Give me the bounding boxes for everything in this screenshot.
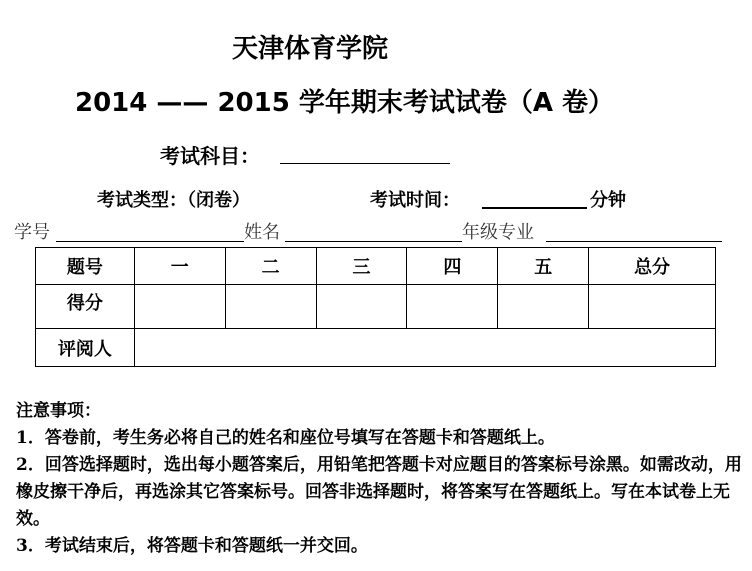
- subject-blank[interactable]: [280, 163, 450, 164]
- header-question-number: 题号: [36, 248, 135, 285]
- student-name-label: 姓名: [244, 222, 280, 243]
- notes-title: 注意事项：: [16, 401, 101, 421]
- student-id-blank[interactable]: [56, 241, 244, 242]
- header-part-4: 四: [407, 248, 498, 285]
- header-part-3: 三: [316, 248, 407, 285]
- notes-section: [16, 398, 744, 560]
- note-item-2: 2．回答选择题时，选出每小题答案后，用铅笔把答题卡对应题目的答案标号涂黑。如需改动，用橡皮擦干净后，再选涂其它答案标号。回答非选择题时，将答案写在答题纸上。写在本试卷上无效。: [16, 455, 742, 529]
- exam-title: 2014 —— 2015 学年期末考试试卷（A 卷）: [75, 88, 615, 118]
- exam-time-label: 考试时间：: [370, 190, 460, 211]
- score-cell-4[interactable]: [407, 285, 498, 329]
- score-table-header-row: [36, 248, 716, 285]
- student-name-blank[interactable]: [285, 241, 462, 242]
- grade-major-label: 年级专业: [462, 222, 534, 243]
- score-row-label: 得分: [36, 285, 135, 329]
- school-name: 天津体育学院: [232, 34, 389, 64]
- student-id-label: 学号: [14, 222, 50, 243]
- reviewer-row: [36, 329, 716, 367]
- exam-type-label: 考试类型：（闭卷）: [97, 190, 250, 211]
- header-part-2: 二: [225, 248, 316, 285]
- header-part-1: 一: [134, 248, 225, 285]
- score-table: [35, 247, 716, 367]
- reviewer-cell[interactable]: [134, 329, 715, 367]
- score-cell-1[interactable]: [134, 285, 225, 329]
- header-part-5: 五: [498, 248, 589, 285]
- exam-time-unit: 分钟: [590, 190, 626, 211]
- header-total: 总分: [589, 248, 716, 285]
- reviewer-row-label: 评阅人: [36, 329, 135, 367]
- score-cell-3[interactable]: [316, 285, 407, 329]
- score-cell-5[interactable]: [498, 285, 589, 329]
- exam-time-blank[interactable]: [482, 207, 587, 209]
- score-cell-2[interactable]: [225, 285, 316, 329]
- score-row: [36, 285, 716, 329]
- note-item-1: 1．答卷前，考生务必将自己的姓名和座位号填写在答题卡和答题纸上。: [16, 428, 555, 448]
- score-cell-total[interactable]: [589, 285, 716, 329]
- subject-label: 考试科目：: [160, 144, 260, 168]
- grade-major-blank[interactable]: [546, 241, 722, 242]
- note-item-3: 3．考试结束后，将答题卡和答题纸一并交回。: [16, 536, 368, 556]
